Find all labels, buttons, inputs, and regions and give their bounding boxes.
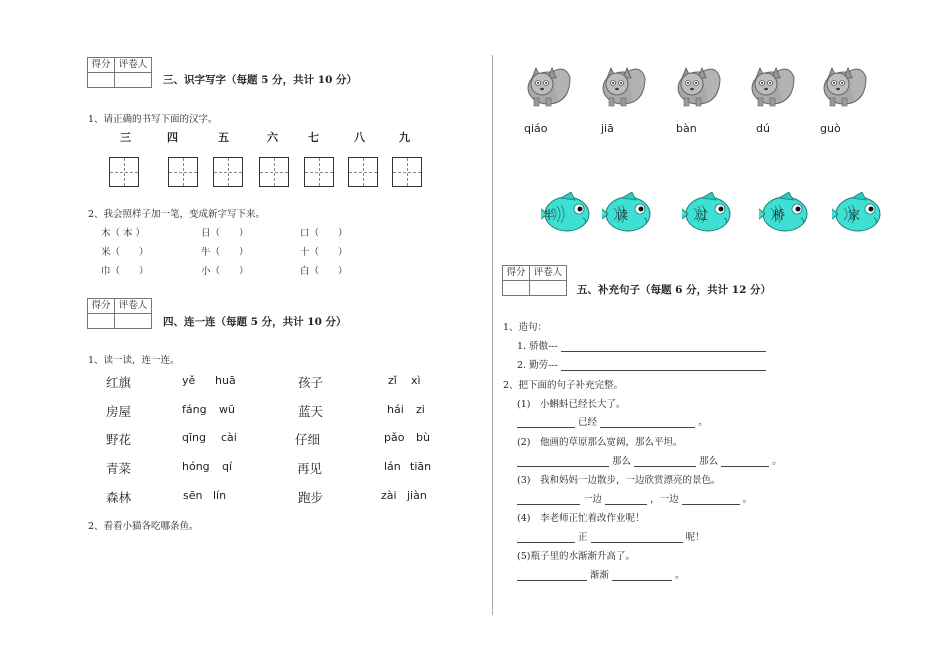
fill-ending: 。 bbox=[742, 494, 753, 505]
score-cell[interactable] bbox=[88, 314, 114, 328]
fill-ending: 呢！ bbox=[685, 532, 705, 543]
addstroke-item[interactable]: 日（ ） bbox=[201, 228, 249, 239]
make-sentence-blank[interactable] bbox=[561, 370, 766, 371]
match-pinyin[interactable]: qīng bbox=[182, 431, 206, 444]
match-pinyin[interactable]: xì bbox=[411, 374, 421, 387]
fill-blank[interactable] bbox=[591, 542, 683, 543]
fill-connector: 那么 bbox=[612, 456, 632, 467]
q5-1-prompt: 1、造句： bbox=[503, 322, 548, 333]
fish-item[interactable] bbox=[826, 192, 884, 236]
match-pinyin[interactable]: pǎo bbox=[384, 431, 405, 444]
number-char: 八 bbox=[354, 131, 365, 144]
fill-blank[interactable] bbox=[517, 466, 609, 467]
number-char: 六 bbox=[267, 131, 278, 144]
addstroke-item[interactable]: 米（ ） bbox=[101, 247, 149, 258]
make-sentence-word: 2. 勤劳--- bbox=[517, 360, 558, 371]
match-pinyin[interactable]: lín bbox=[213, 489, 227, 502]
addstroke-item[interactable]: 口（ ） bbox=[300, 228, 348, 239]
score-label: 得分 bbox=[506, 267, 526, 278]
q5-2-prompt: 2、把下面的句子补充完整。 bbox=[503, 380, 624, 391]
cat-pinyin[interactable]: jiā bbox=[601, 122, 614, 135]
fish-item[interactable] bbox=[535, 192, 593, 236]
fill-connector: 一边 bbox=[583, 494, 603, 505]
fill-ending: 。 bbox=[698, 417, 708, 428]
match-pinyin[interactable]: zi bbox=[416, 403, 425, 416]
fill-connector: 渐渐 bbox=[590, 570, 610, 581]
writing-grid[interactable] bbox=[168, 157, 198, 187]
fish-char: 读 bbox=[616, 208, 629, 222]
grader-cell[interactable] bbox=[114, 73, 151, 87]
match-pinyin[interactable]: zǐ bbox=[388, 374, 397, 387]
q4-1-prompt: 1、读一读，连一连。 bbox=[88, 355, 180, 366]
example-sentence-3: (3) 我和妈妈一边散步，一边欣赏漂亮的景色。 bbox=[517, 475, 721, 486]
fill-blank[interactable] bbox=[517, 580, 587, 581]
cat-image bbox=[597, 62, 649, 110]
fill-connector: ，一边 bbox=[650, 494, 679, 505]
fill-blank[interactable] bbox=[600, 427, 695, 428]
grader-cell[interactable] bbox=[529, 281, 566, 295]
writing-grid[interactable] bbox=[348, 157, 378, 187]
addstroke-item[interactable]: 十（ ） bbox=[300, 247, 348, 258]
grader-label: 评卷人 bbox=[529, 266, 566, 280]
cat-pinyin[interactable]: dú bbox=[756, 122, 770, 135]
fill-sentence-1 bbox=[517, 414, 708, 428]
fish-char: 过 bbox=[696, 208, 709, 222]
fill-ending: 。 bbox=[675, 570, 685, 581]
grader-label: 评卷人 bbox=[114, 58, 151, 72]
match-pinyin[interactable]: huā bbox=[215, 374, 236, 387]
fill-blank[interactable] bbox=[517, 504, 580, 505]
number-char: 九 bbox=[399, 131, 410, 144]
writing-grid[interactable] bbox=[213, 157, 243, 187]
number-char: 五 bbox=[218, 131, 229, 144]
writing-grid[interactable] bbox=[392, 157, 422, 187]
match-word[interactable]: 再见 bbox=[297, 461, 323, 476]
match-pinyin[interactable]: cài bbox=[221, 431, 237, 444]
fish-item[interactable] bbox=[753, 192, 811, 236]
addstroke-item[interactable]: 巾（ ） bbox=[101, 266, 149, 277]
fish-char: 家 bbox=[848, 208, 861, 222]
cat-image bbox=[818, 62, 870, 110]
number-char: 四 bbox=[167, 131, 178, 144]
section3-title: 三、识字写字（每题 5 分，共计 10 分） bbox=[163, 74, 358, 86]
make-sentence-1 bbox=[517, 338, 766, 352]
fish-item[interactable] bbox=[596, 192, 654, 236]
match-pinyin[interactable]: hóng bbox=[182, 460, 210, 473]
writing-grid[interactable] bbox=[259, 157, 289, 187]
fill-blank[interactable] bbox=[605, 504, 647, 505]
match-word[interactable]: 蓝天 bbox=[298, 404, 324, 419]
writing-grid[interactable] bbox=[304, 157, 334, 187]
match-pinyin[interactable]: jiàn bbox=[407, 489, 427, 502]
score-box-section5 bbox=[502, 265, 567, 296]
fill-blank[interactable] bbox=[634, 466, 696, 467]
score-label: 得分 bbox=[91, 300, 111, 311]
match-word[interactable]: 仔细 bbox=[295, 432, 321, 447]
cat-pinyin[interactable]: guò bbox=[820, 122, 841, 135]
column-divider bbox=[492, 55, 493, 615]
match-pinyin[interactable]: qí bbox=[222, 460, 233, 473]
cat-image bbox=[522, 62, 574, 110]
fish-item[interactable] bbox=[676, 192, 734, 236]
match-word[interactable]: 红旗 bbox=[106, 375, 132, 390]
score-label: 得分 bbox=[91, 59, 111, 70]
addstroke-item[interactable]: 牛（ ） bbox=[201, 247, 249, 258]
match-pinyin[interactable]: wū bbox=[219, 403, 235, 416]
fill-blank[interactable] bbox=[721, 466, 769, 467]
example-sentence-2: (2) 他画的草原那么宽阔，那么平坦。 bbox=[517, 437, 683, 448]
fill-blank[interactable] bbox=[612, 580, 672, 581]
fill-sentence-2 bbox=[517, 453, 782, 467]
section5-title: 五、补充句子（每题 6 分，共计 12 分） bbox=[577, 284, 772, 296]
match-pinyin[interactable]: zài bbox=[381, 489, 397, 502]
make-sentence-2 bbox=[517, 357, 766, 371]
cat-image bbox=[672, 62, 724, 110]
match-word[interactable]: 房屋 bbox=[106, 404, 132, 419]
match-pinyin[interactable]: tiān bbox=[410, 460, 432, 473]
score-cell[interactable] bbox=[503, 281, 529, 295]
score-box-section3 bbox=[87, 57, 152, 88]
writing-grid[interactable] bbox=[109, 157, 139, 187]
match-word[interactable]: 青菜 bbox=[106, 461, 132, 476]
fill-connector: 那么 bbox=[699, 456, 719, 467]
grader-label: 评卷人 bbox=[114, 299, 151, 313]
addstroke-item[interactable]: 小（ ） bbox=[201, 266, 249, 277]
match-word[interactable]: 孩子 bbox=[298, 375, 324, 390]
match-word[interactable]: 野花 bbox=[106, 432, 132, 447]
match-pinyin[interactable]: lán bbox=[384, 460, 401, 473]
score-box-section4 bbox=[87, 298, 152, 329]
fill-ending: 。 bbox=[772, 456, 782, 467]
section4-title: 四、连一连（每题 5 分，共计 10 分） bbox=[163, 316, 347, 328]
match-pinyin[interactable]: hái bbox=[387, 403, 404, 416]
fill-sentence-3 bbox=[517, 491, 752, 505]
match-word[interactable]: 森林 bbox=[106, 490, 132, 505]
example-sentence-5: (5)瓶子里的水渐渐升高了。 bbox=[517, 551, 635, 562]
cat-pinyin[interactable]: qiáo bbox=[524, 122, 548, 135]
match-pinyin[interactable]: sēn bbox=[183, 489, 203, 502]
number-char: 三 bbox=[120, 131, 131, 144]
number-char: 七 bbox=[308, 131, 319, 144]
q3-1-prompt: 1、请正确的书写下面的汉字。 bbox=[88, 114, 218, 125]
cat-image bbox=[746, 62, 798, 110]
make-sentence-blank[interactable] bbox=[561, 351, 766, 352]
score-cell[interactable] bbox=[88, 73, 114, 87]
match-pinyin[interactable]: yě bbox=[182, 374, 196, 387]
match-pinyin[interactable]: fáng bbox=[182, 403, 207, 416]
example-sentence-4: (4) 李老师正忙着改作业呢！ bbox=[517, 513, 645, 524]
match-pinyin[interactable]: bù bbox=[416, 431, 430, 444]
fish-char: 桥 bbox=[773, 208, 786, 222]
addstroke-item[interactable]: 木（ 本 ） bbox=[101, 228, 146, 239]
fish-char: 半 bbox=[543, 208, 556, 222]
make-sentence-word: 1. 骄傲--- bbox=[517, 341, 558, 352]
cat-pinyin[interactable]: bàn bbox=[676, 122, 697, 135]
q3-2-prompt: 2、我会照样子加一笔，变成新字写下来。 bbox=[88, 209, 266, 220]
fill-blank[interactable] bbox=[682, 504, 740, 505]
fill-blank[interactable] bbox=[517, 542, 575, 543]
fill-sentence-5 bbox=[517, 567, 685, 581]
fill-sentence-4 bbox=[517, 529, 705, 543]
match-word[interactable]: 跑步 bbox=[298, 490, 324, 505]
fill-connector: 正 bbox=[578, 532, 588, 543]
q4-2-prompt: 2、看看小猫各吃哪条鱼。 bbox=[88, 521, 199, 532]
grader-cell[interactable] bbox=[114, 314, 151, 328]
example-sentence-1: (1) 小蝌蚪已经长大了。 bbox=[517, 399, 626, 410]
addstroke-item[interactable]: 白（ ） bbox=[300, 266, 348, 277]
fill-connector: 已经 bbox=[578, 417, 598, 428]
fill-blank[interactable] bbox=[517, 427, 575, 428]
